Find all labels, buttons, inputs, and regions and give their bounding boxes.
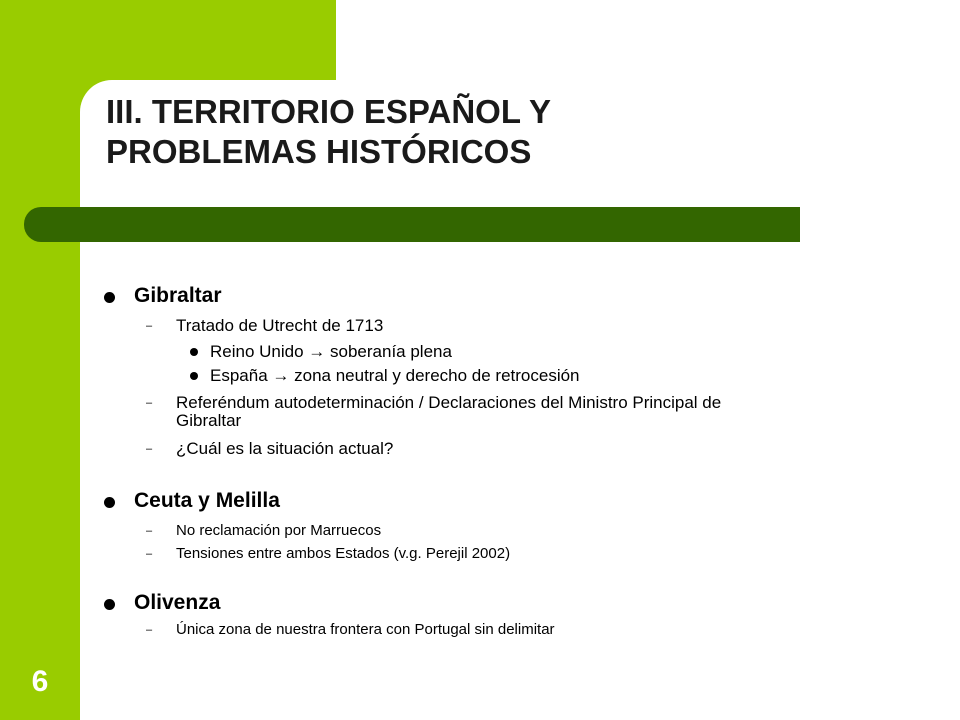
dash-icon: – [146,397,153,409]
dash-icon: – [146,320,153,332]
dash-icon: – [146,624,153,636]
item-text-line-1: Referéndum autodeterminación / Declaraciones del Ministro Principal de [176,393,722,412]
sub-item-detail: zona neutral y derecho de retrocesión [289,366,580,385]
sub-item-subject: Reino Unido [210,342,309,361]
dash-icon: – [146,443,153,455]
title-line-1: III. TERRITORIO ESPAÑOL Y [106,93,551,130]
right-arrow-icon: → [272,366,290,385]
bullet-icon [104,599,115,610]
top-accent-block [80,0,336,80]
item-text: ¿Cuál es la situación actual? [176,439,394,458]
right-arrow-icon: → [308,342,326,361]
sub-item-text [210,342,452,362]
section-label: Olivenza [134,591,221,614]
item-text-line-2: Gibraltar [176,411,242,430]
sub-item-label [210,366,580,385]
sub-item-label [210,342,452,361]
slide-title [106,92,806,172]
title-divider-bar [24,207,800,242]
item-text: Tratado de Utrecht de 1713 [176,316,384,335]
section-label: Gibraltar [134,284,222,307]
bullet-icon [104,292,115,303]
section-label: Ceuta y Melilla [134,489,280,512]
page-number: 6 [31,665,49,698]
sub-item-detail: soberanía plena [325,342,452,361]
sub-item-text [210,366,580,386]
bullet-icon [190,348,198,356]
bullet-icon [190,372,198,380]
sub-item-subject: España [210,366,273,385]
item-text: Tensiones entre ambos Estados (v.g. Perejil 2002) [176,545,511,562]
dash-icon: – [146,548,153,560]
item-text [176,394,721,430]
bullet-icon [104,497,115,508]
item-text: No reclamación por Marruecos [176,522,382,539]
item-text: Única zona de nuestra frontera con Portugal sin delimitar [176,621,555,638]
dash-icon: – [146,525,153,537]
left-sidebar [0,0,80,720]
title-line-2: PROBLEMAS HISTÓRICOS [106,133,532,170]
